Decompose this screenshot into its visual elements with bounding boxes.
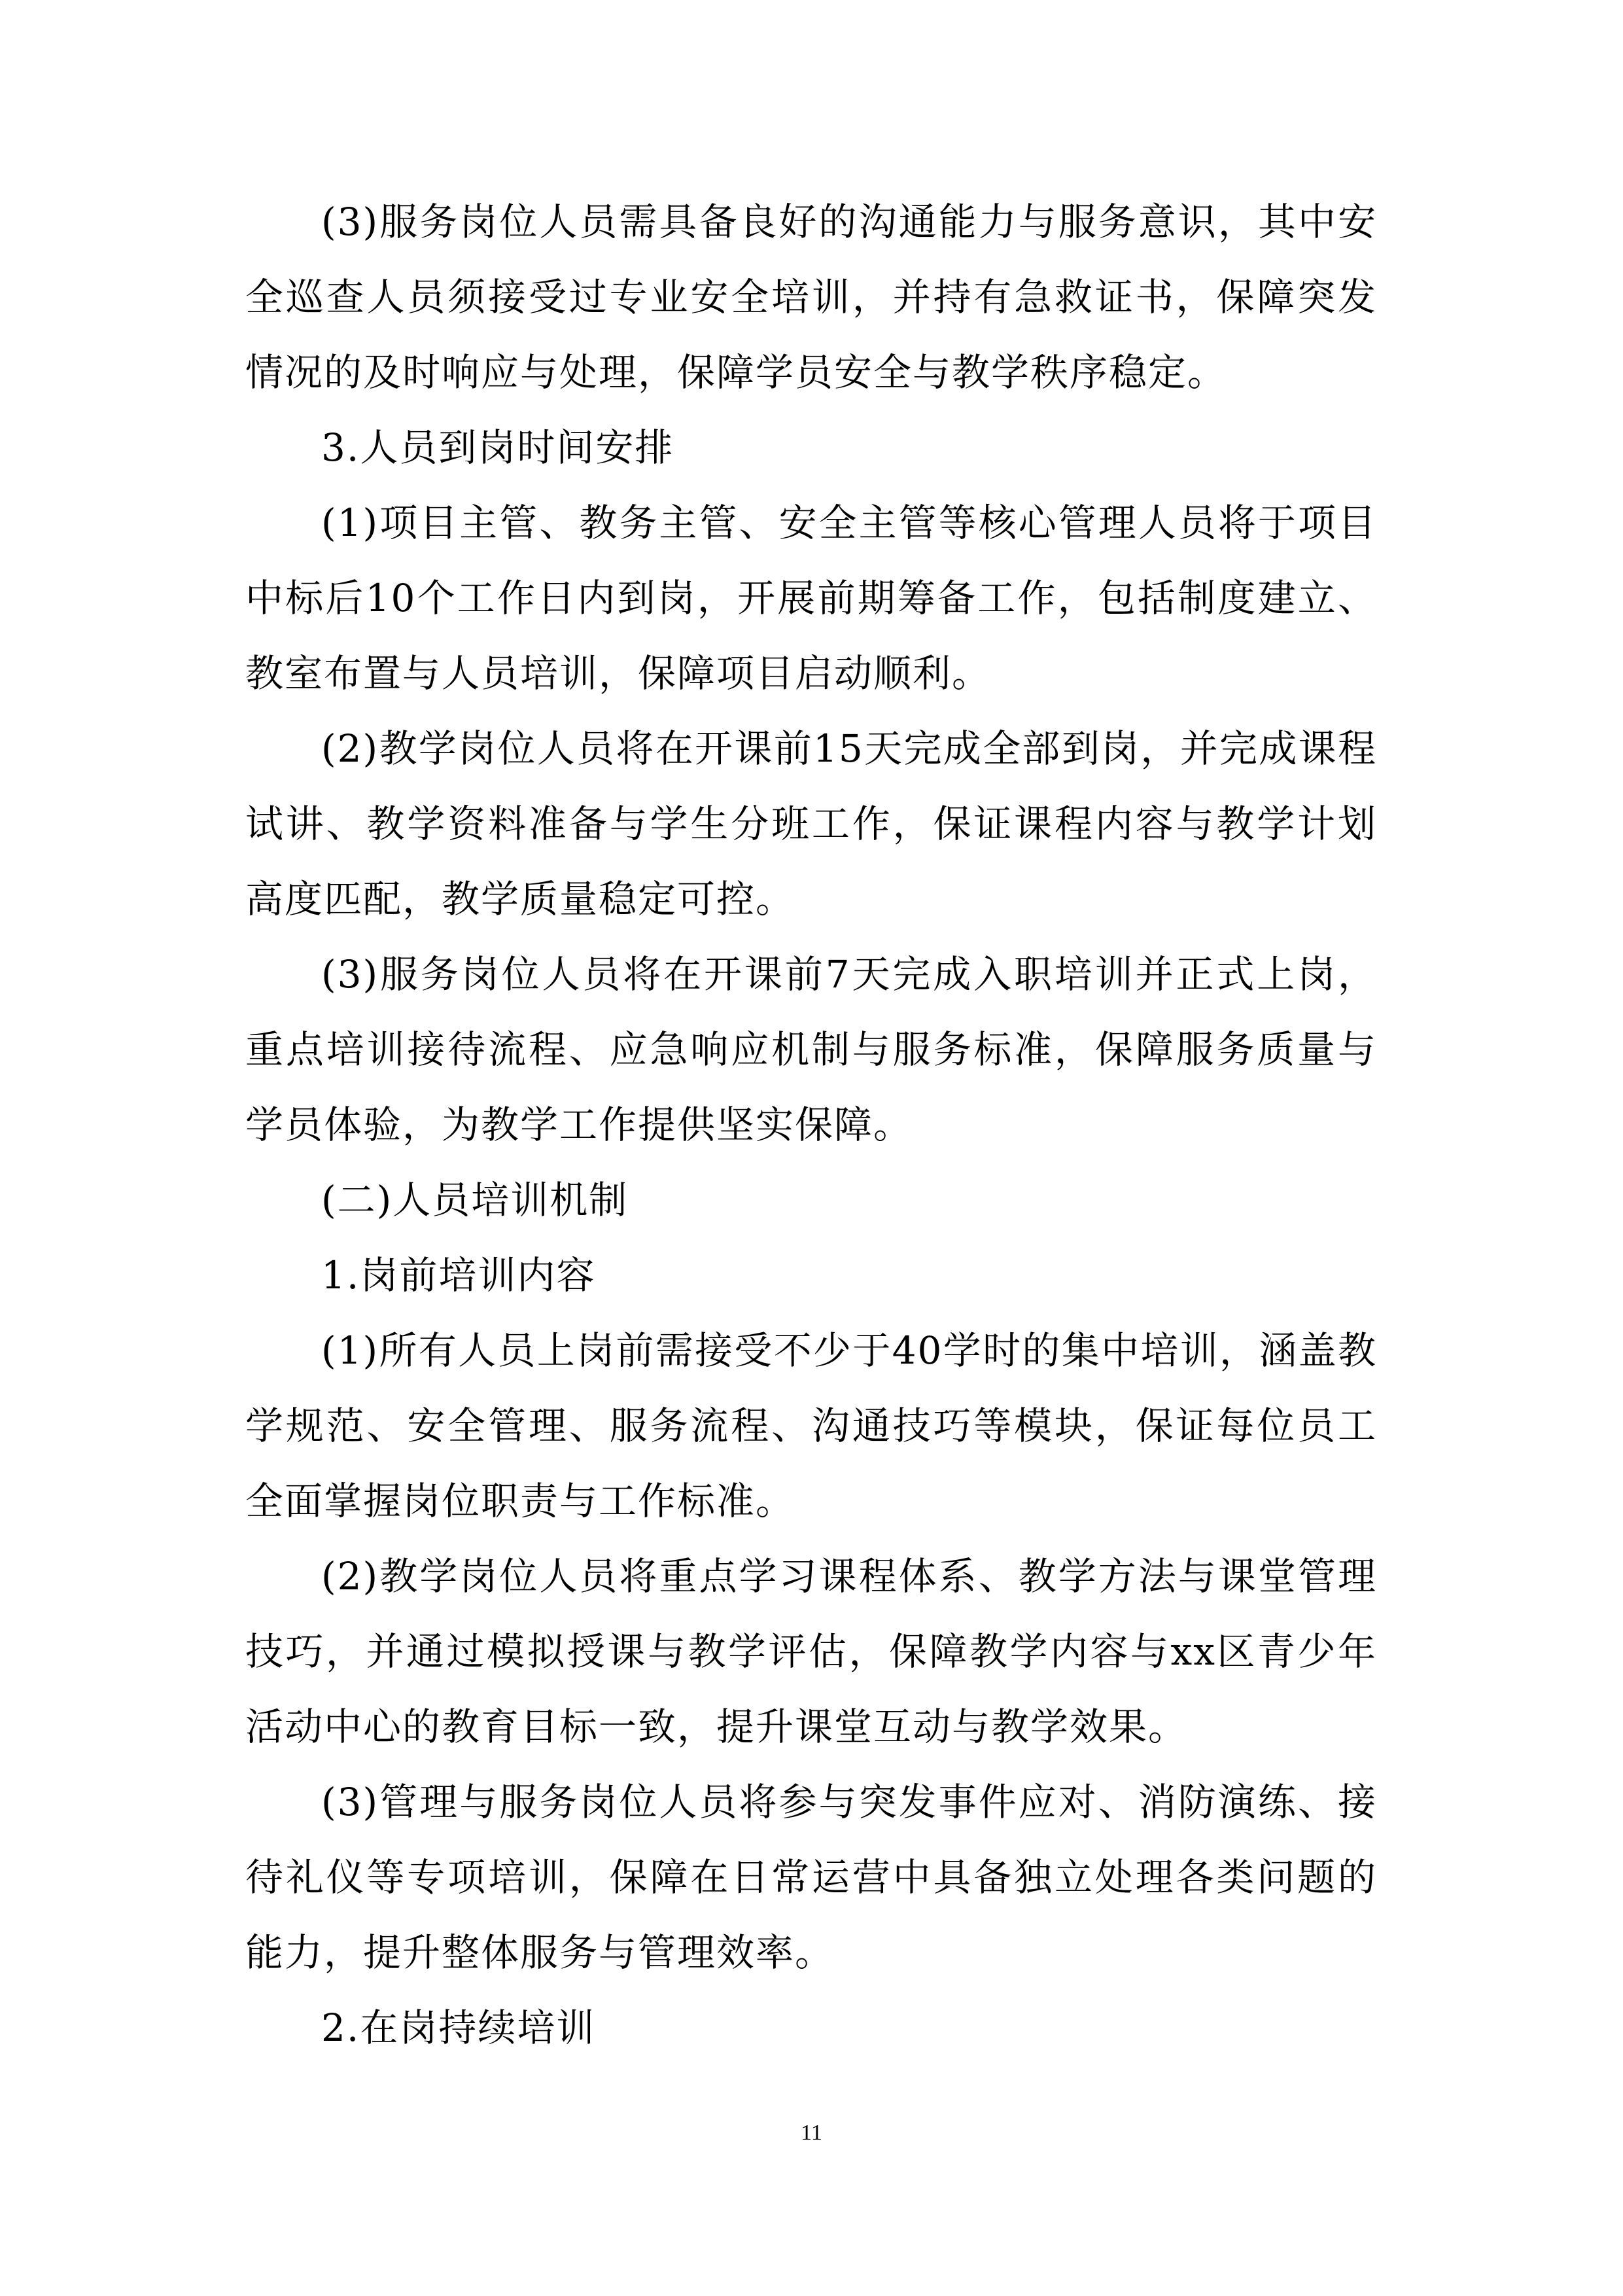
paragraph-centralized-training: (1)所有人员上岗前需接受不少于40学时的集中培训，涵盖教学规范、安全管理、服务流程、沟通技巧等模块，保证每位员工全面掌握岗位职责与工作标准。 (245, 1328, 1377, 1523)
paragraph-management-arrival: (1)项目主管、教务主管、安全主管等核心管理人员将于项目中标后10个工作日内到岗，开展前期筹备工作，包括制度建立、教室布置与人员培训，保障项目启动顺利。 (245, 501, 1377, 696)
paragraph-management-service-training: (3)管理与服务岗位人员将参与突发事件应对、消防演练、接待礼仪等专项培训，保障在日常运营中具备独立处理各类问题的能力，提升整体服务与管理效率。 (245, 1780, 1377, 1975)
paragraph-teaching-staff-arrival: (2)教学岗位人员将在开课前15天完成全部到岗，并完成课程试讲、教学资料准备与学生分班工作，保证课程内容与教学计划高度匹配，教学质量稳定可控。 (245, 726, 1377, 921)
heading-training-mechanism: (二)人员培训机制 (321, 1178, 629, 1222)
page-body (245, 185, 1377, 2066)
paragraph-service-staff-requirements: (3)服务岗位人员需具备良好的沟通能力与服务意识，其中安全巡查人员须接受过专业安全培训，并持有急救证书，保障突发情况的及时响应与处理，保障学员安全与教学秩序稳定。 (245, 200, 1377, 395)
page-number: 11 (801, 2121, 822, 2145)
heading-staff-arrival-schedule: 3.人员到岗时间安排 (321, 425, 674, 470)
heading-on-job-training: 2.在岗持续培训 (321, 2005, 596, 2050)
heading-pre-job-training: 1.岗前培训内容 (321, 1253, 596, 1298)
paragraph-service-staff-arrival: (3)服务岗位人员将在开课前7天完成入职培训并正式上岗，重点培训接待流程、应急响应机制与服务标准，保障服务质量与学员体验，为教学工作提供坚实保障。 (245, 952, 1377, 1147)
paragraph-teaching-staff-training: (2)教学岗位人员将重点学习课程体系、教学方法与课堂管理技巧，并通过模拟授课与教学评估，保障教学内容与xx区青少年活动中心的教育目标一致，提升课堂互动与教学效果。 (245, 1554, 1377, 1749)
